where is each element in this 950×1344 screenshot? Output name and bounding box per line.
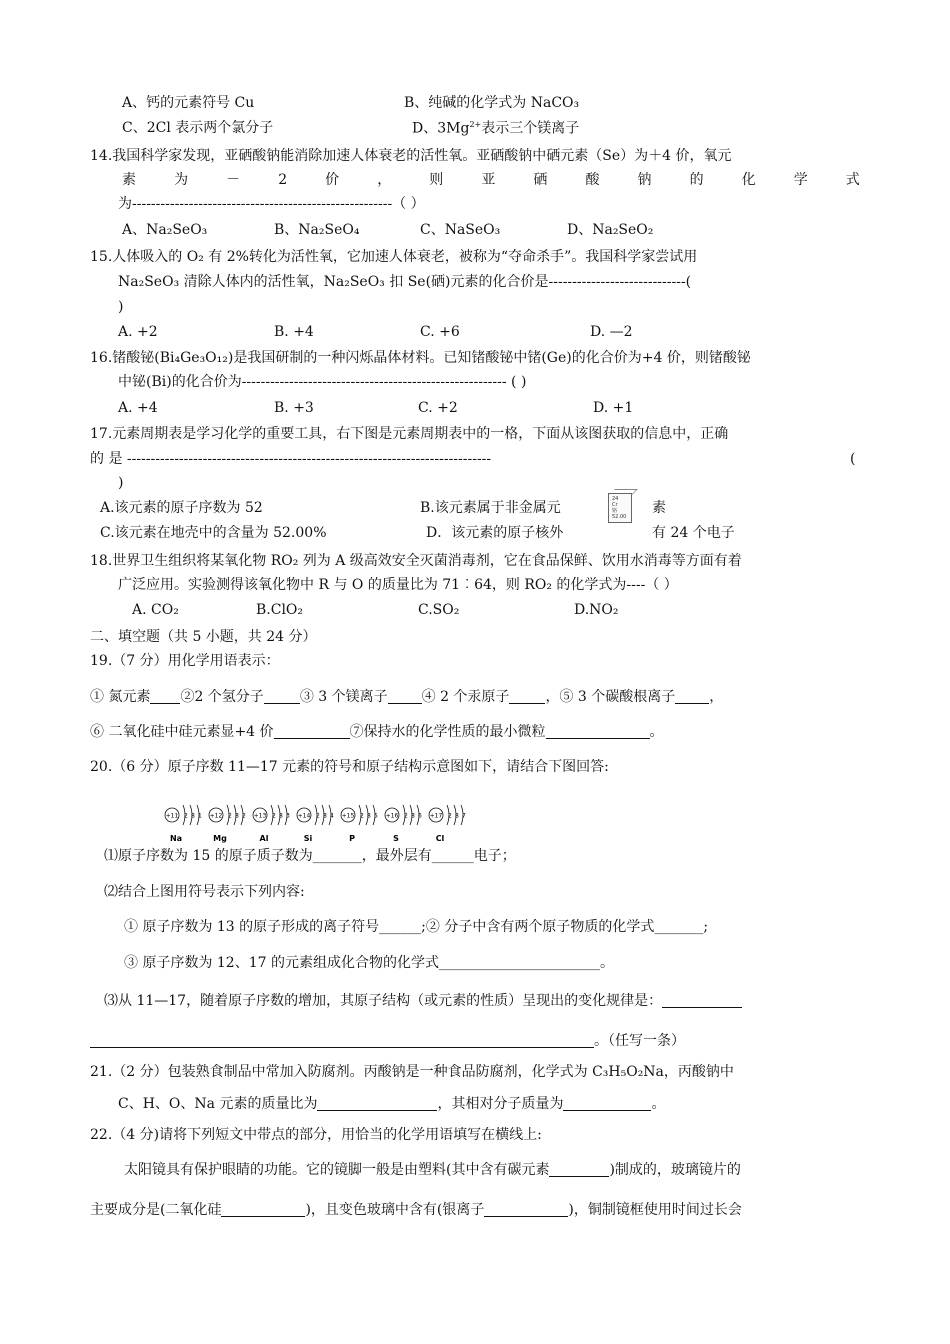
atom-diagram-na: [165, 805, 202, 843]
shell-electron-count: 2: [228, 812, 232, 820]
blank[interactable]: [388, 689, 422, 704]
shell-electron-count: 2: [448, 812, 452, 820]
element-symbol: Mg: [213, 834, 227, 843]
q18-option-b: B.ClO₂: [256, 602, 304, 618]
blank[interactable]: [221, 1202, 305, 1217]
q18-option-d: D.NO₂: [574, 602, 619, 618]
nucleus-charge: +17: [429, 812, 443, 820]
shell-electron-count: 2: [184, 812, 188, 820]
q15-line1: 15.人体吸入的 O₂ 有 2%转化为活性氧，它加速人体衰老，被称为“夺命杀手”。我国科学家尝试用: [90, 249, 698, 265]
q15-option-c: C. +6: [420, 324, 460, 340]
element-symbol: Si: [303, 834, 313, 843]
q14-line2: 素 为 － 2 价 ， 则 亚 硒 酸 钠 的 化 学 式: [122, 172, 860, 188]
q14-option-a: A、Na₂SeO₃: [122, 222, 208, 238]
blank[interactable]: [264, 689, 300, 704]
q16-option-c: C. +2: [418, 400, 458, 416]
q20-p3-end: 。（任写一条）: [90, 1033, 685, 1048]
q17-option-d: D．该元素的原子核外: [426, 525, 564, 541]
q22-line3: 主要成分是(二氧化硅 )，且变色玻璃中含有(银离子 )，铜制镜框使用时间过长会: [90, 1202, 742, 1218]
shell-electron-count: 8: [235, 812, 239, 820]
nucleus-charge: +11: [165, 812, 179, 820]
q13-option-c: C、2Cl 表示两个氯分子: [122, 120, 274, 136]
q15-line2: Na₂SeO₃ 清除人体内的活性氧，Na₂SeO₃ 扣 Se(硒)元素的化合价是-----------------------------(: [118, 274, 692, 290]
q16-option-b: B. +3: [274, 400, 314, 416]
shell-electron-count: 2: [242, 812, 246, 820]
shell-electron-count: 1: [198, 812, 202, 820]
q17-line1: 17.元素周期表是学习化学的重要工具，右下图是元素周期表中的一格，下面从该图获取的信息中，正确: [90, 426, 729, 442]
element-symbol: Na: [169, 834, 183, 843]
q22-line1: 22.（4 分)请将下列短文中带点的部分，用恰当的化学用语填写在横线上:: [90, 1127, 542, 1143]
shell-electron-count: 8: [323, 812, 327, 820]
nucleus-charge: +16: [385, 812, 399, 820]
shell-electron-count: 2: [316, 812, 320, 820]
nucleus-charge: +12: [209, 812, 223, 820]
blank[interactable]: [675, 689, 709, 704]
q20-p2: ⑵结合上图用符号表示下列内容:: [104, 884, 305, 900]
atom-diagram-cl: [429, 805, 466, 843]
element-symbol: Al: [259, 834, 269, 843]
blank[interactable]: [546, 724, 650, 739]
element-symbol: S: [393, 834, 399, 843]
blank[interactable]: [484, 1202, 568, 1217]
nucleus-charge: +15: [341, 812, 355, 820]
q13-option-b: B、纯碱的化学式为 NaCO₃: [404, 95, 580, 111]
shell-electron-count: 5: [374, 812, 378, 820]
nucleus-charge: +14: [297, 812, 311, 820]
shell-electron-count: 7: [462, 812, 466, 820]
q18-option-c: C.SO₂: [418, 602, 460, 618]
q17-option-d-tail: 有 24 个电子: [652, 525, 735, 541]
element-symbol: P: [349, 834, 355, 843]
q18-line1: 18.世界卫生组织将某氧化物 RO₂ 列为 A 级高效安全灭菌消毒剂，它在食品保鲜、饮用水消毒等方面有着: [90, 553, 742, 569]
q16-option-d: D. +1: [593, 400, 634, 416]
q17-option-c: C.该元素在地壳中的含量为 52.00%: [100, 525, 327, 541]
section-heading: 二、填空题（共 5 小题，共 24 分）: [90, 629, 317, 645]
blank[interactable]: [274, 724, 350, 739]
q18-option-a: A. CO₂: [132, 602, 179, 618]
q16-line1: 16.锗酸铋(Bi₄Ge₃O₁₂)是我国研制的一种闪烁晶体材料。已知锗酸铋中锗(Ge)的化合价为+4 价，则锗酸铋: [90, 350, 751, 366]
atom-diagram-si: [297, 805, 334, 843]
q19-row2: ⑥ 二氧化硅中硅元素显+4 价 ⑦保持水的化学性质的最小微粒 。: [90, 724, 664, 740]
q16-line2: 中铋(Bi)的化合价为-------------------------------------------------------- ( ): [118, 374, 527, 390]
blank[interactable]: [150, 689, 180, 704]
q15-line3: ): [118, 299, 124, 315]
q20-p2a: ① 原子序数为 13 的原子形成的离子符号______;② 分子中含有两个原子物质的化学式_______;: [124, 919, 709, 935]
q14-line1: 14.我国科学家发现，亚硒酸钠能消除加速人体衰老的活性氧。亚硒酸钠中硒元素（Se）为＋4 价，氧元: [90, 148, 732, 164]
atom-diagram-mg: [209, 805, 246, 843]
q17-option-b: B.该元素属于非金属元: [420, 500, 561, 516]
q21-line2: C、H、O、Na 元素的质量比为 ，其相对分子质量为 。: [118, 1096, 666, 1112]
shell-electron-count: 4: [330, 812, 334, 820]
blank[interactable]: [509, 689, 545, 704]
q20-p2b: ③ 原子序数为 12、17 的元素组成化合物的化学式_______________________。: [124, 955, 614, 971]
q22-line2: 太阳镜具有保护眼睛的功能。它的镜脚一般是由塑料(其中含有碳元素 )制成的，玻璃镜片的: [124, 1162, 741, 1178]
atomic-structure-diagram: [162, 800, 482, 844]
q14-option-b: B、Na₂SeO₄: [274, 222, 360, 238]
blank[interactable]: [90, 1033, 594, 1048]
q15-option-d: D. —2: [590, 324, 633, 340]
shell-electron-count: 3: [286, 812, 290, 820]
shell-electron-count: 8: [279, 812, 283, 820]
blank[interactable]: [549, 1162, 609, 1177]
q21-line1: 21.（2 分）包装熟食制品中常加入防腐剂。丙酸钠是一种食品防腐剂，化学式为 C₃H₅O₂Na，丙酸钠中: [90, 1064, 734, 1080]
q19-row1: ① 氮元素 ②2 个氢分子 ③ 3 个镁离子 ④ 2 个汞原子 ，⑤ 3 个碳酸根离子 ，: [90, 689, 724, 705]
shell-electron-count: 2: [360, 812, 364, 820]
atom-diagram-p: [341, 805, 378, 843]
nucleus-charge: +13: [253, 812, 267, 820]
q20-p3: ⑶从 11—17，随着原子序数的增加，其原子结构（或元素的性质）呈现出的变化规律是：: [104, 993, 742, 1008]
shell-electron-count: 6: [418, 812, 422, 820]
q15-option-b: B. +4: [274, 324, 314, 340]
shell-electron-count: 8: [367, 812, 371, 820]
q17-line2-paren: (: [850, 451, 856, 467]
q20-p1: ⑴原子序数为 15 的原子质子数为_______，最外层有______电子；: [104, 848, 516, 864]
q14-line3: 为-------------------------------------------------------（ ）: [118, 196, 425, 212]
q17-option-a: A.该元素的原子序数为 52: [100, 500, 263, 516]
periodic-table-cell: 24 Cr 铬 52.00: [608, 493, 632, 523]
q17-line3: ): [118, 475, 124, 491]
shell-electron-count: 8: [455, 812, 459, 820]
q13-option-a: A、钙的元素符号 Cu: [122, 95, 255, 111]
shell-electron-count: 2: [272, 812, 276, 820]
q15-option-a: A. +2: [118, 324, 158, 340]
q13-option-d: D、$3Mg^{2+}$表示三个镁离子: [412, 120, 580, 137]
blank[interactable]: [563, 1096, 651, 1111]
shell-electron-count: 8: [411, 812, 415, 820]
atom-diagram-al: [253, 805, 290, 843]
q14-option-d: D、Na₂SeO₂: [567, 222, 654, 238]
q20-head: 20.（6 分）原子序数 11—17 元素的符号和原子结构示意图如下，请结合下图回答:: [90, 759, 609, 775]
q17-option-b-tail: 素: [652, 500, 666, 516]
atom-diagram-s: [385, 805, 422, 843]
q17-line2: 的 是 -----------------------------------------------------------------------------: [90, 451, 492, 467]
blank[interactable]: [662, 993, 742, 1008]
q14-option-c: C、NaSeO₃: [420, 222, 501, 238]
q19-head: 19.（7 分）用化学用语表示：: [90, 653, 280, 669]
shell-electron-count: 2: [404, 812, 408, 820]
q16-option-a: A. +4: [118, 400, 158, 416]
q18-line2: 广泛应用。实验测得该氧化物中 R 与 O 的质量比为 71︰64，则 RO₂ 的化学式为----（ ）: [118, 577, 678, 593]
shell-electron-count: 8: [191, 812, 195, 820]
blank[interactable]: [317, 1096, 437, 1111]
element-symbol: Cl: [435, 834, 445, 843]
